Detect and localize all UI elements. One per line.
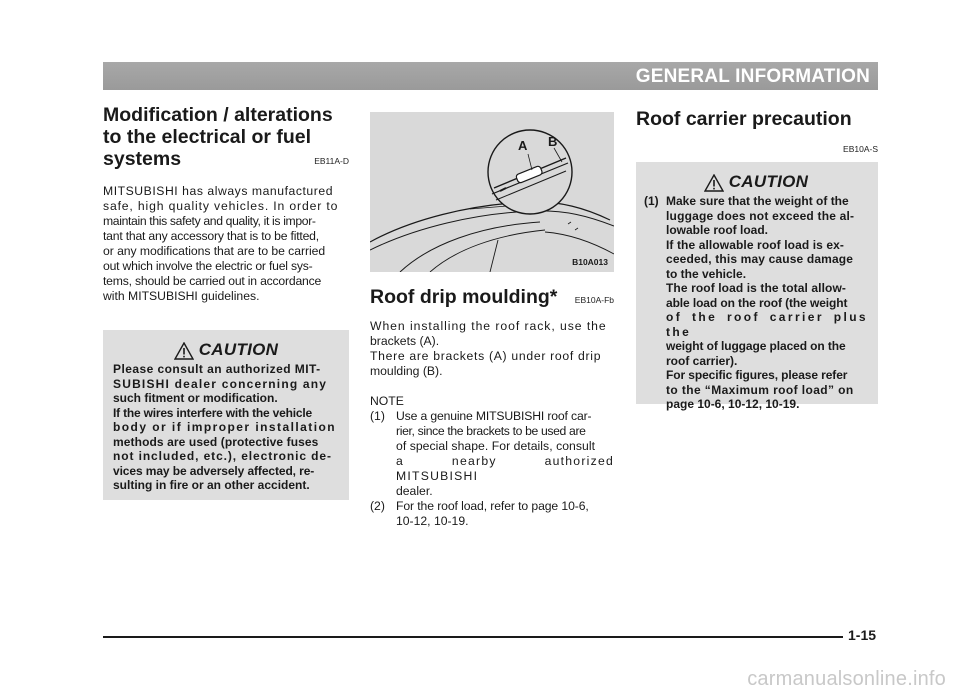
caution-item: [644, 194, 868, 412]
notes: [370, 394, 614, 529]
section-roof-carrier: [636, 108, 878, 157]
section-title: Roof carrier precaution: [636, 108, 852, 130]
note-body: [396, 499, 614, 529]
caution-line: to the “Maximum roof load” on: [666, 382, 854, 397]
caution-line: such fitment or modification.: [113, 391, 278, 405]
caution-box-roof-carrier: [636, 162, 878, 411]
section-body: [370, 319, 614, 379]
caution-line: For specific figures, please refer: [666, 368, 848, 382]
caution-line: to the vehicle.: [666, 266, 747, 281]
header-bar: [103, 62, 878, 90]
header-title: GENERAL INFORMATION: [635, 66, 870, 87]
figure-label-b: B: [548, 134, 558, 149]
caution-line: of the roof carrier plus the: [666, 310, 868, 339]
caution-line: If the allowable roof load is ex-: [666, 237, 844, 252]
page-number: 1-15: [848, 627, 877, 643]
section-title-line: systems: [103, 148, 182, 170]
caution-line: vices may be adversely affected, re-: [113, 463, 315, 478]
roof-drip-figure: [370, 112, 614, 272]
caution-line: The roof load is the total allow-: [666, 281, 846, 295]
caution-line: Make sure that the weight of the: [666, 194, 849, 208]
caution-line: methods are used (protective fuses: [113, 434, 319, 449]
body-line: There are brackets (A) under roof drip: [370, 349, 602, 363]
caution-item-body: [666, 194, 868, 412]
figure-id: B10A013: [572, 257, 608, 267]
caution-text: [113, 362, 339, 493]
body-line: brackets (A).: [370, 334, 440, 348]
caution-line: ceeded, this may cause damage: [666, 252, 854, 266]
section-code: EB10A-S: [843, 144, 878, 154]
section-code: EB11A-D: [314, 156, 349, 166]
body-line: tems, should be carried out in accordance: [103, 274, 322, 288]
caution-label: CAUTION: [728, 172, 809, 191]
caution-heading: [113, 340, 339, 360]
body-line: maintain this safety and quality, it is impor-: [103, 214, 316, 228]
section-code: EB10A-Fb: [574, 295, 614, 305]
caution-line: page 10-6, 10-12, 10-19.: [666, 397, 800, 411]
note-item: [370, 499, 614, 529]
watermark: carmanualsonline.info: [747, 668, 946, 690]
note-number: (1): [370, 409, 385, 423]
caution-line: able load on the roof (the weight: [666, 295, 848, 310]
body-line: with MITSUBISHI guidelines.: [103, 289, 260, 303]
section-title-line: to the electrical or fuel: [103, 126, 312, 148]
section-roof-drip: [370, 286, 614, 529]
note-line: 10-12, 10-19.: [396, 514, 469, 528]
caution-line: not included, etc.), electronic de-: [113, 449, 332, 463]
body-line: When installing the roof rack, use the: [370, 319, 607, 333]
body-line: or any modifications that are to be carried: [103, 244, 326, 258]
note-body: [396, 409, 614, 499]
caution-line: Please consult an authorized MIT-: [113, 362, 321, 376]
note-label: NOTE: [370, 394, 404, 408]
caution-line: roof carrier).: [666, 353, 738, 368]
section-modification-title: [103, 104, 349, 170]
footer-rule: [103, 636, 843, 638]
note-number: (2): [370, 499, 385, 513]
section-roof-drip-title: [370, 286, 614, 308]
section-modification: [103, 104, 349, 304]
caution-line: weight of luggage placed on the: [666, 339, 846, 353]
note-line: a nearby authorized MITSUBISHI: [396, 454, 614, 483]
caution-line: luggage does not exceed the al-: [666, 208, 855, 223]
caution-line: body or if improper installation: [113, 420, 337, 434]
note-item: [370, 409, 614, 499]
warning-triangle-icon: [704, 174, 724, 192]
note-line: Use a genuine MITSUBISHI roof car-: [396, 409, 592, 423]
warning-triangle-icon: [174, 342, 194, 360]
caution-list: [644, 194, 868, 412]
section-title-line: Modification / alterations: [103, 104, 333, 126]
roof-drip-illustration: [370, 112, 614, 272]
caution-line: If the wires interfere with the vehicle: [113, 405, 312, 420]
section-title: Roof drip moulding*: [370, 286, 558, 308]
caution-heading: [644, 172, 868, 192]
note-line: rier, since the brackets to be used are: [396, 424, 586, 438]
caution-item-number: (1): [644, 194, 659, 208]
caution-line: sulting in fire or an other accident.: [113, 478, 310, 492]
body-line: moulding (B).: [370, 364, 443, 378]
caution-box-modification: [103, 330, 349, 500]
body-line: MITSUBISHI has always manufactured: [103, 184, 334, 198]
caution-label: CAUTION: [198, 340, 279, 359]
note-line: dealer.: [396, 484, 433, 498]
body-line: safe, high quality vehicles. In order to: [103, 199, 339, 213]
figure-label-a: A: [518, 138, 528, 153]
section-body: [103, 184, 349, 304]
caution-line: SUBISHI dealer concerning any: [113, 376, 328, 391]
caution-line: lowable roof load.: [666, 223, 769, 237]
body-line: tant that any accessory that is to be fitted,: [103, 229, 319, 243]
body-line: out which involve the electric or fuel sys-: [103, 259, 313, 273]
note-line: For the roof load, refer to page 10-6,: [396, 499, 589, 513]
note-line: of special shape. For details, consult: [396, 439, 596, 453]
